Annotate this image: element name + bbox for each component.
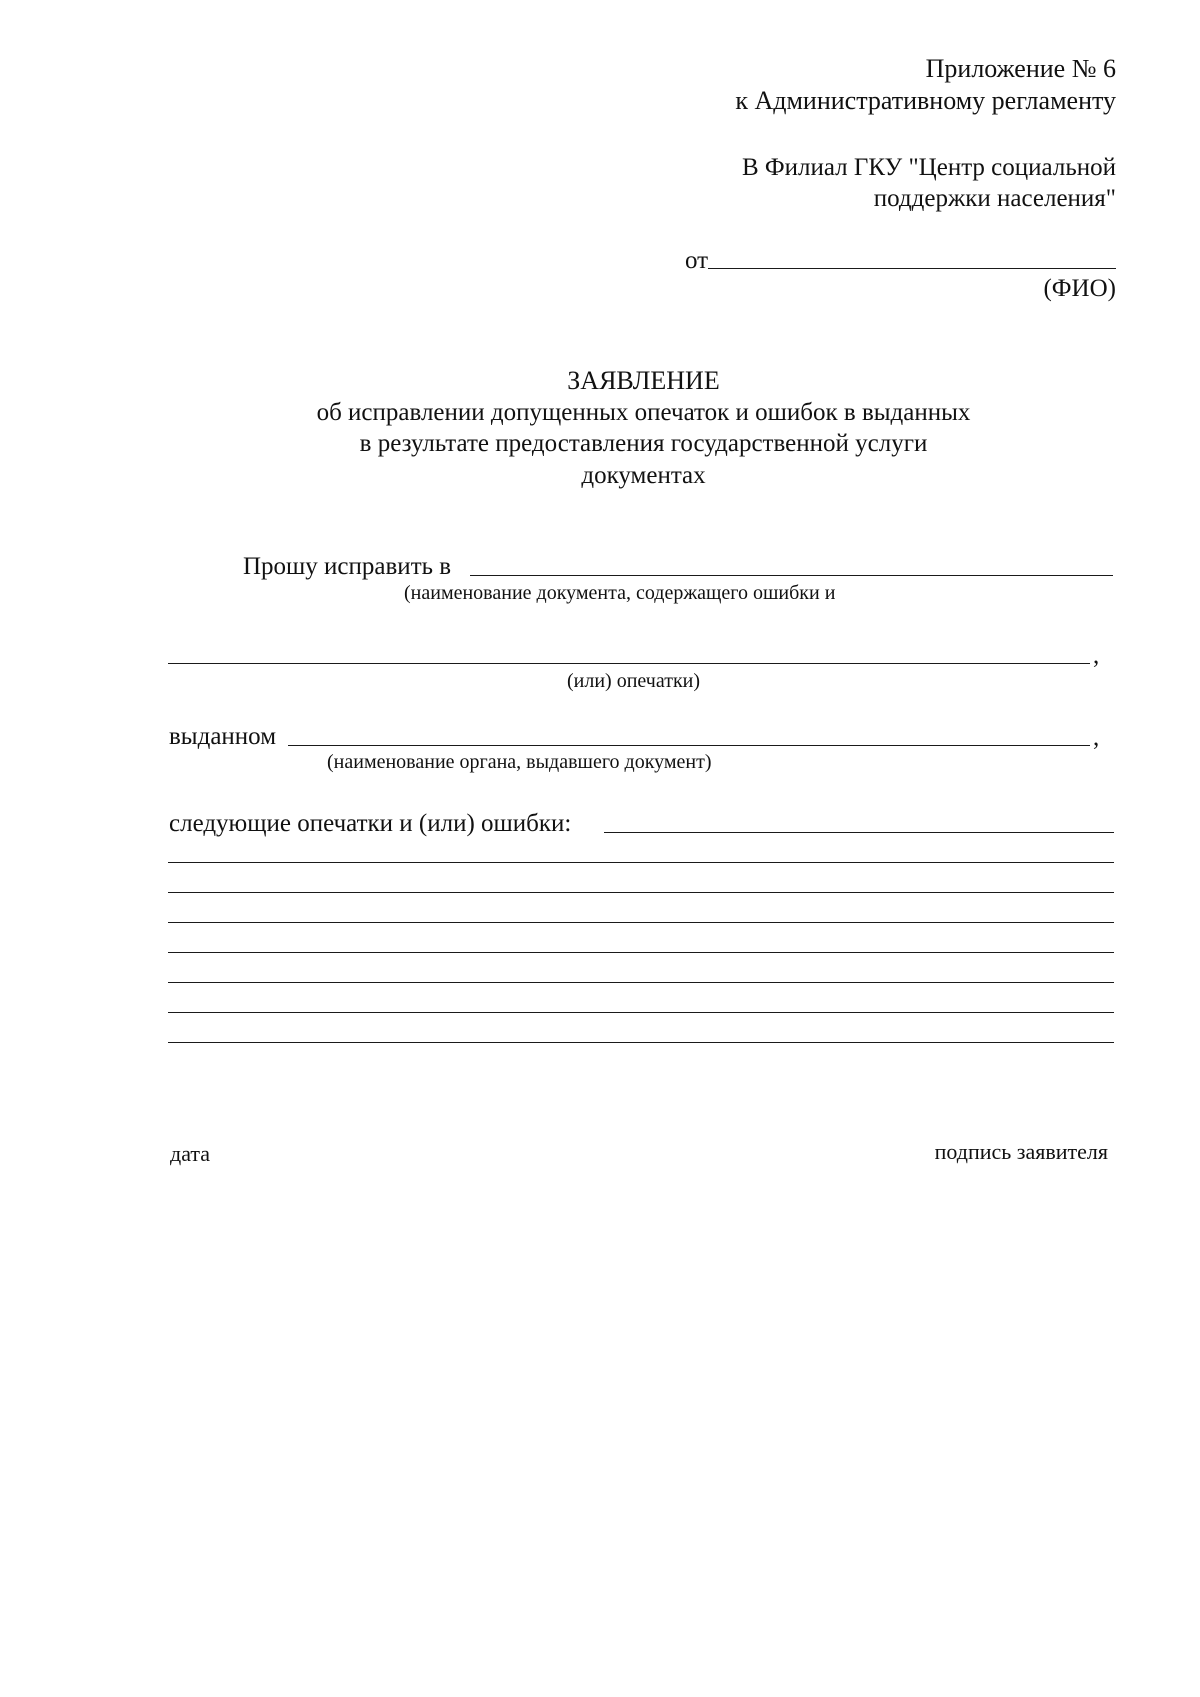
errors-field-line[interactable] [168, 892, 1114, 893]
document-name-hint-continued: (или) опечатки) [567, 670, 701, 692]
recipient-line-1: В Филиал ГКУ "Центр социальной [741, 154, 1116, 181]
title-subline-3: документах [581, 462, 706, 489]
title-subline-1: об исправлении допущенных опечаток и ошибок в выданных [316, 399, 971, 426]
errors-field-line[interactable] [168, 1042, 1114, 1043]
issuing-authority-field[interactable] [288, 745, 1090, 746]
title-subline-2: в результате предоставления государственной услуги [359, 430, 928, 457]
errors-label: следующие опечатки и (или) ошибки: [169, 810, 572, 837]
fio-field[interactable] [708, 268, 1116, 269]
request-label: Прошу исправить в [243, 553, 452, 580]
signature-label: подпись заявителя [934, 1139, 1108, 1164]
fio-hint: (ФИО) [1043, 275, 1116, 302]
errors-field-line[interactable] [168, 952, 1114, 953]
date-label: дата [170, 1141, 211, 1166]
comma-2: , [1093, 724, 1100, 751]
errors-field-line[interactable] [168, 982, 1114, 983]
issued-label: выданном [169, 723, 277, 750]
document-title: ЗАЯВЛЕНИЕ [567, 366, 720, 395]
from-label: от [685, 247, 709, 274]
regulation-reference: к Административному регламенту [735, 86, 1116, 115]
errors-field[interactable] [604, 832, 1114, 833]
errors-field-line[interactable] [168, 862, 1114, 863]
issuing-authority-hint: (наименование органа, выдавшего документ) [327, 751, 712, 773]
errors-field-line[interactable] [168, 1012, 1114, 1013]
comma-1: , [1093, 642, 1100, 669]
recipient-line-2: поддержки населения" [873, 185, 1116, 212]
document-name-field[interactable] [470, 575, 1113, 576]
appendix-number: Приложение № 6 [925, 54, 1116, 83]
errors-field-line[interactable] [168, 922, 1114, 923]
document-name-hint: (наименование документа, содержащего ошибки и [404, 582, 836, 604]
document-name-field-continued[interactable] [168, 663, 1090, 664]
